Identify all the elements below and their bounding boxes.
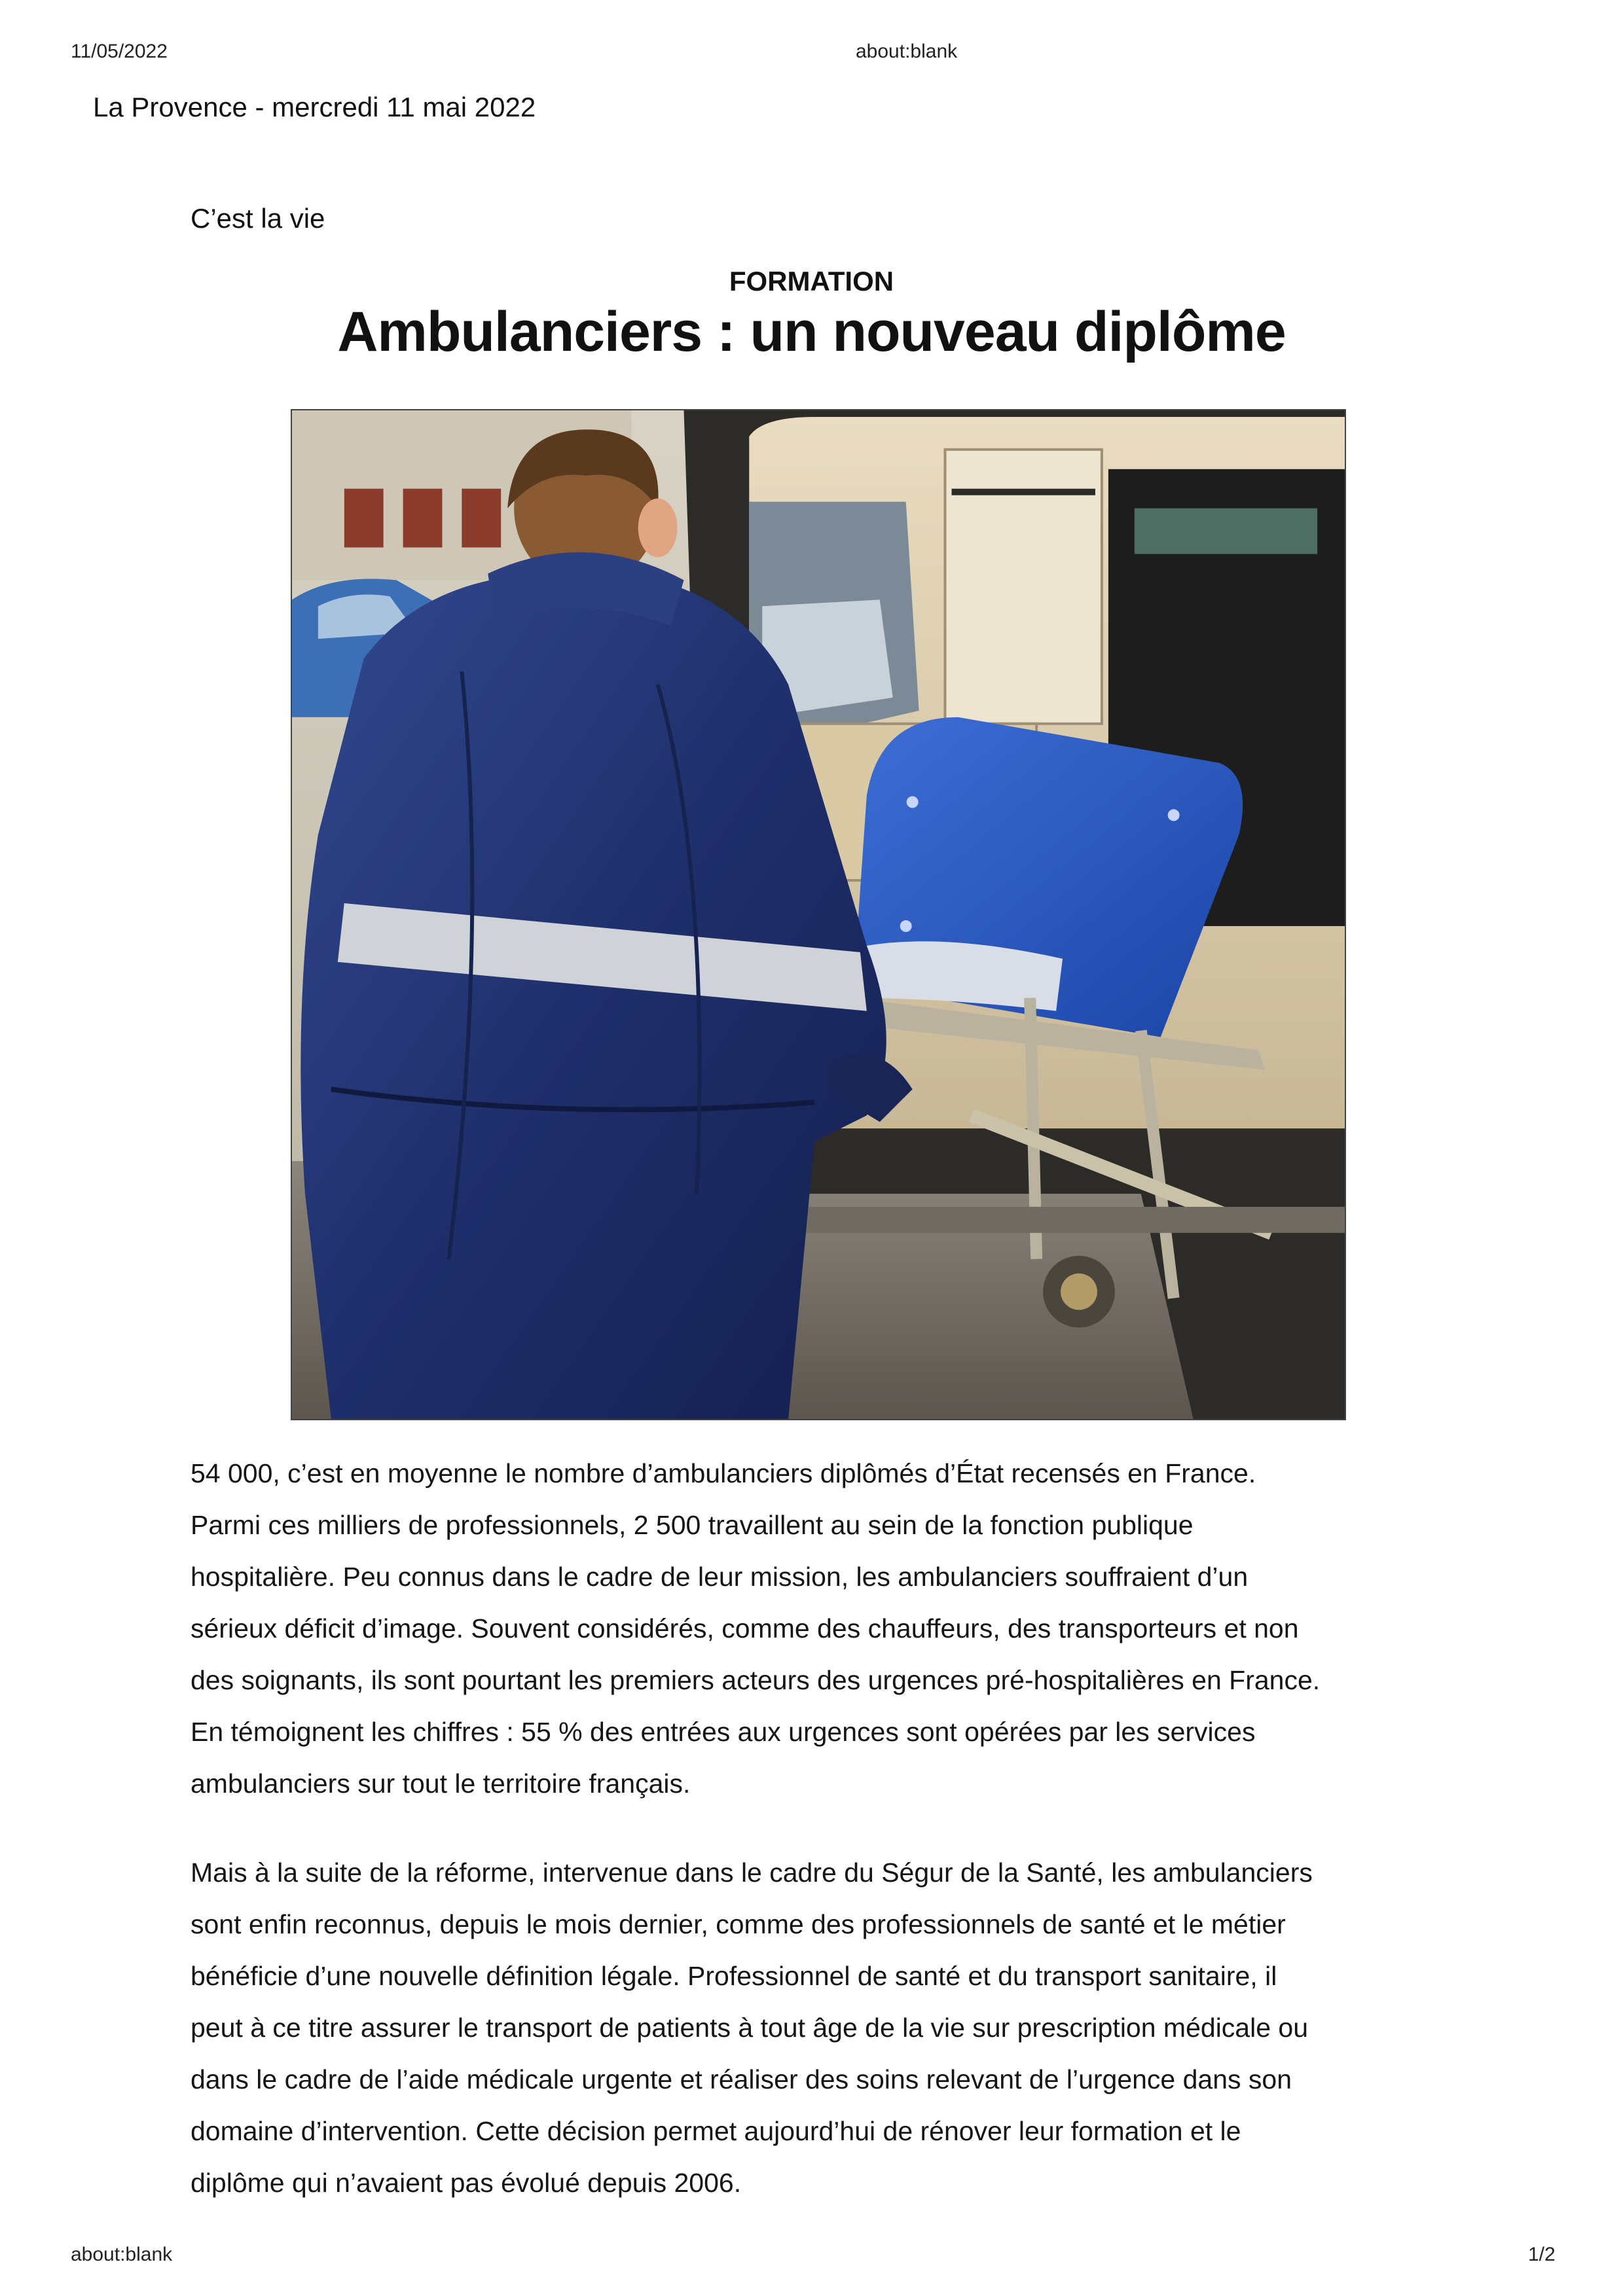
paragraph-line: domaine d’intervention. Cette décision permet aujourd’hui de rénover leur formation et le (191, 2116, 1241, 2146)
paragraph-line: sont enfin reconnus, depuis le mois dernier, comme des professionnels de santé et le métier (191, 1909, 1286, 1939)
paragraph-line: Mais à la suite de la réforme, intervenue dans le cadre du Ségur de la Santé, les ambulanciers (191, 1857, 1313, 1888)
paragraph-line: peut à ce titre assurer le transport de patients à tout âge de la vie sur prescription médicale ou (191, 2013, 1309, 2043)
page-number: 1/2 (1528, 2244, 1556, 2265)
article-paragraph (191, 1847, 1461, 2209)
print-date: 11/05/2022 (71, 41, 168, 62)
print-url: about:blank (856, 41, 958, 62)
kicker: FORMATION (729, 266, 894, 296)
rubric: C’est la vie (191, 203, 325, 234)
paragraph-line: 54 000, c’est en moyenne le nombre d’ambulanciers diplômés d’État recensés en France. (191, 1458, 1256, 1488)
paragraph-line: ambulanciers sur tout le territoire français. (191, 1768, 691, 1799)
paragraph-line: des soignants, ils sont pourtant les premiers acteurs des urgences pré-hospitalières en France. (191, 1665, 1321, 1695)
paragraph-line: En témoignent les chiffres : 55 % des entrées aux urgences sont opérées par les services (191, 1717, 1256, 1747)
paragraph-line: dans le cadre de l’aide médicale urgente et réaliser des soins relevant de l’urgence dans son (191, 2064, 1292, 2094)
paragraph-line: bénéficie d’une nouvelle définition légale. Professionnel de santé et du transport sanitaire, il (191, 1961, 1277, 1991)
paragraph-line: sérieux déficit d’image. Souvent considérés, comme des chauffeurs, des transporteurs et non (191, 1613, 1299, 1643)
source-line: La Provence - mercredi 11 mai 2022 (93, 92, 536, 122)
article-photo (291, 409, 1346, 1420)
paragraph-line: diplôme qui n’avaient pas évolué depuis 2006. (191, 2168, 742, 2198)
footer-url: about:blank (71, 2244, 173, 2265)
paragraph-line: Parmi ces milliers de professionnels, 2 500 travaillent au sein de la fonction publique (191, 1510, 1194, 1540)
article-paragraph (191, 1448, 1461, 1810)
paragraph-line: hospitalière. Peu connus dans le cadre de leur mission, les ambulanciers souffraient d’un (191, 1562, 1249, 1592)
ambulance-photo-icon (292, 410, 1345, 1419)
headline: Ambulanciers : un nouveau diplôme (337, 300, 1286, 363)
